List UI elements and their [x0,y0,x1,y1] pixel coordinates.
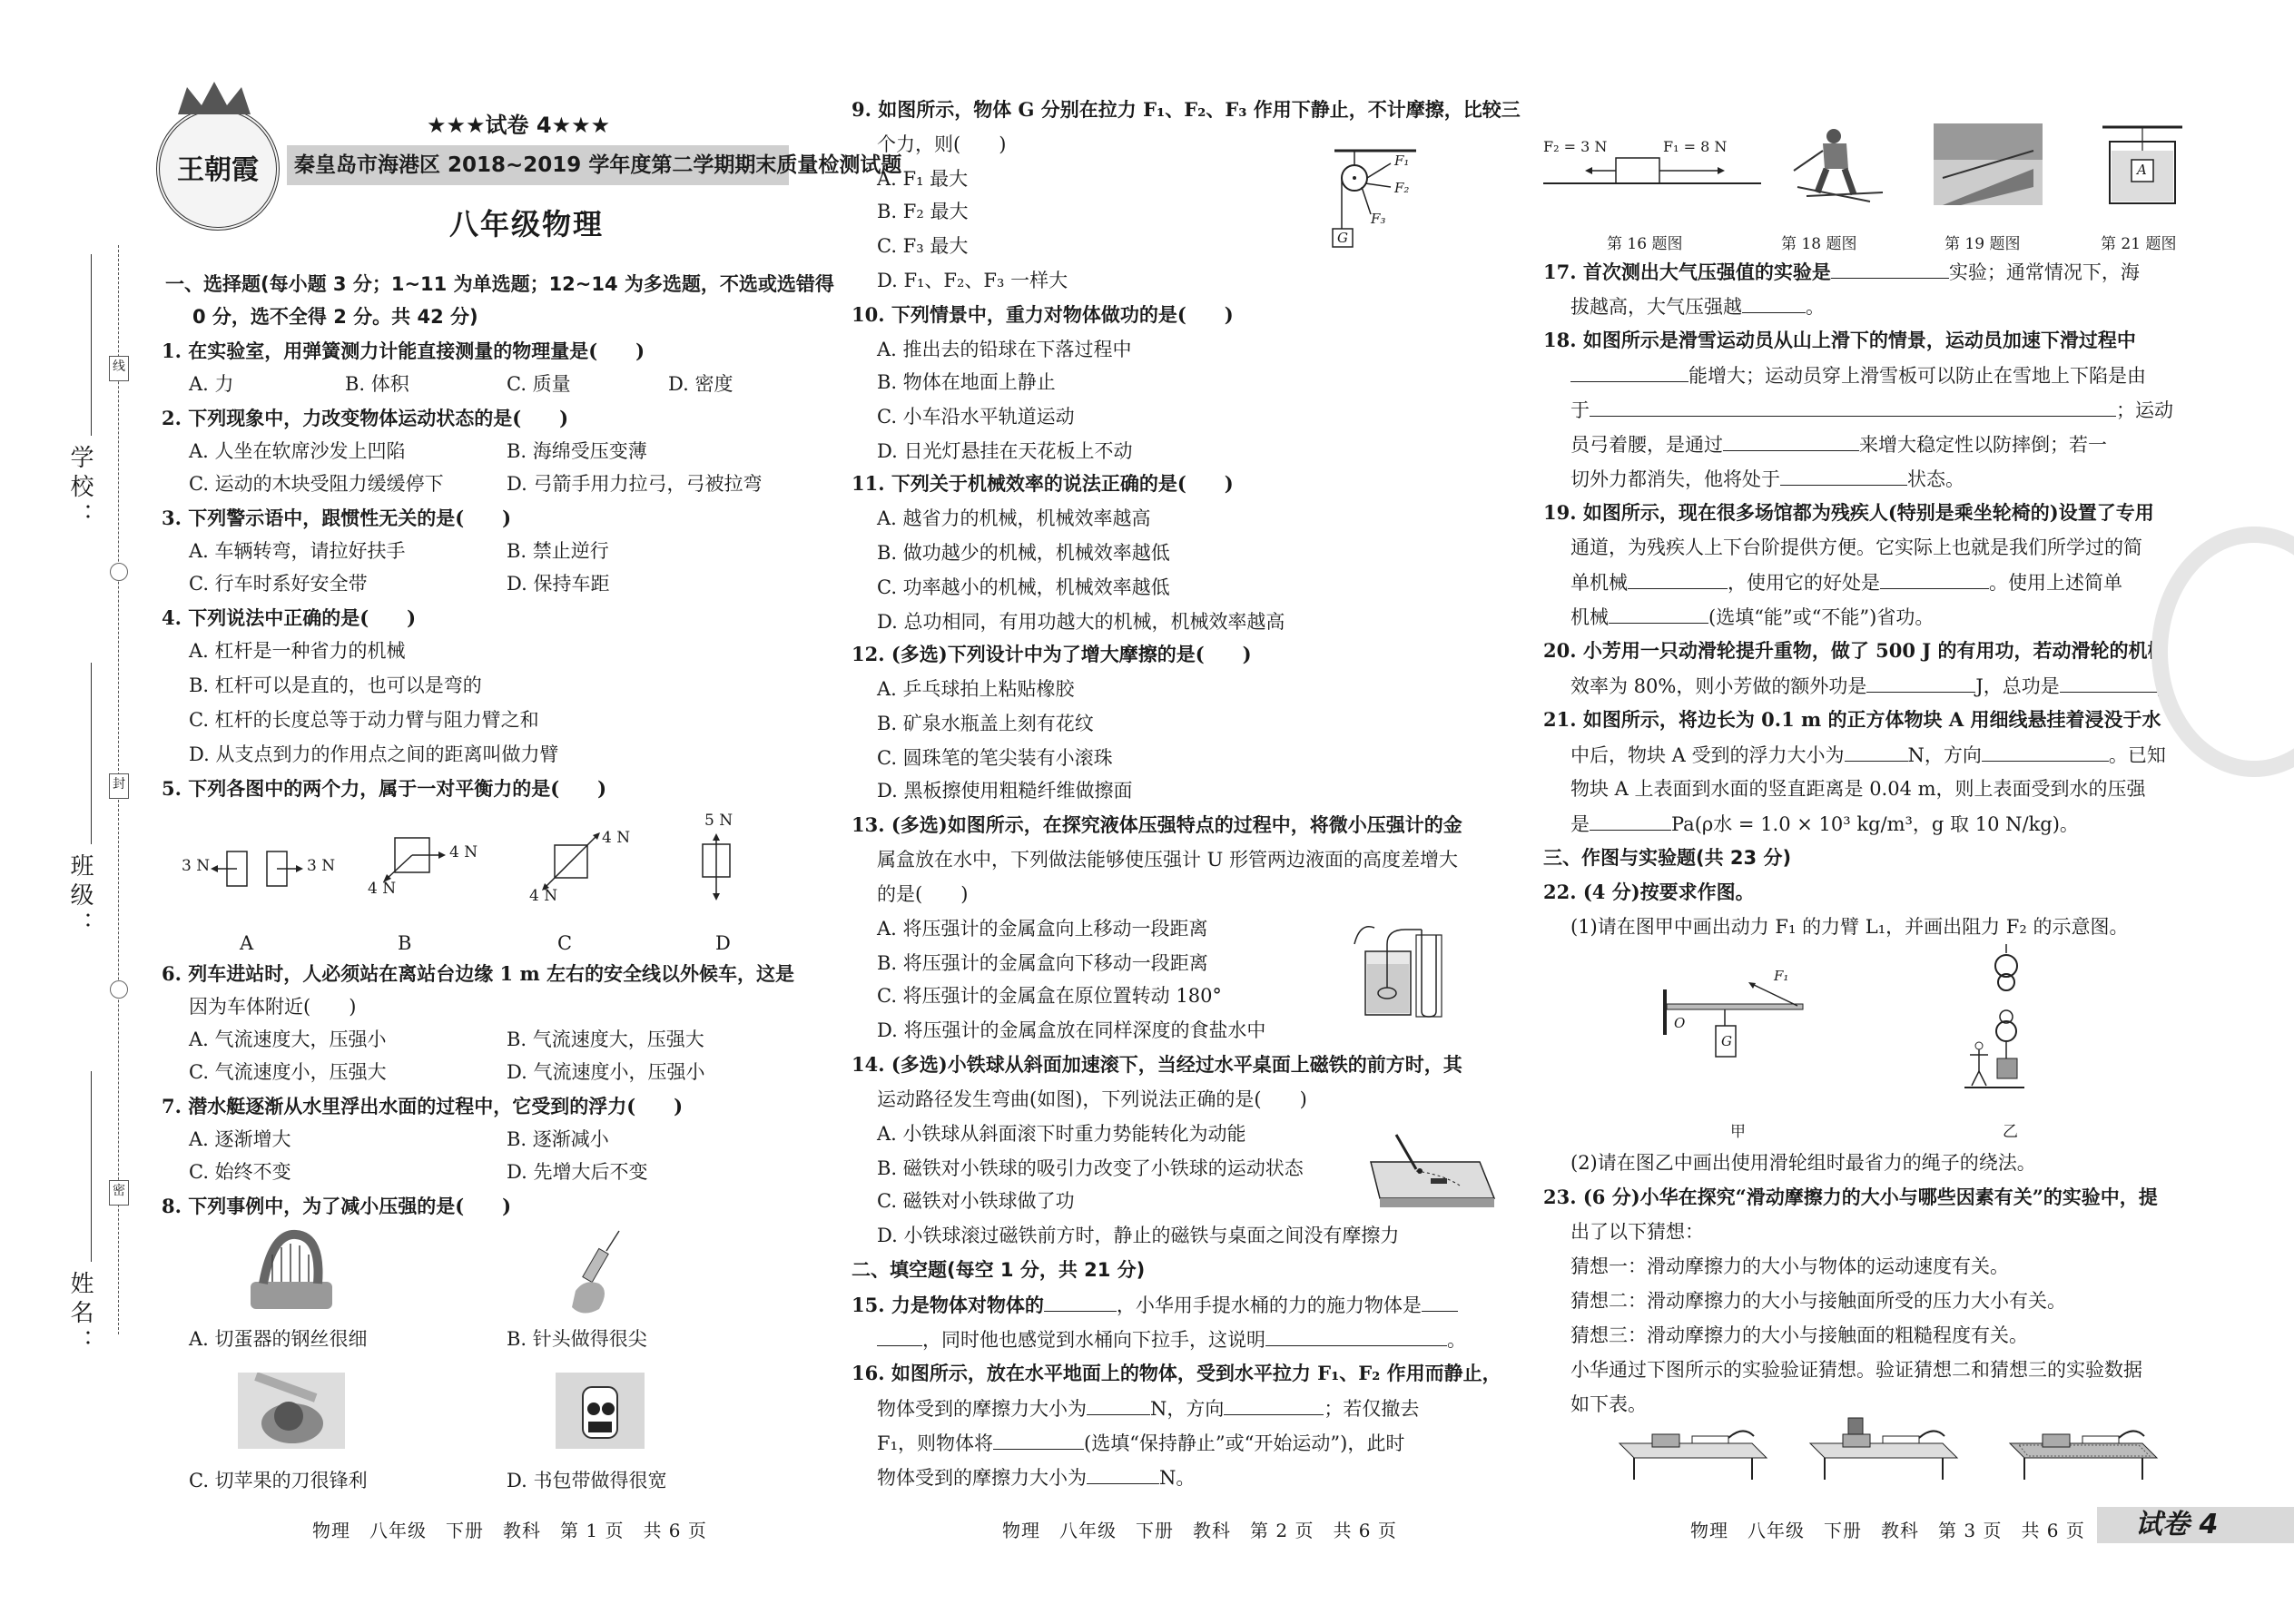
q5-c-force-label: 4 N [602,829,631,847]
q1-stem: 1. 在实验室，用弹簧测力计能直接测量的物理量是( ) [162,340,645,362]
q19-blank-3[interactable] [1609,603,1708,624]
q11-option-c[interactable]: C. 功率越小的机械，机械效率越低 [877,576,1170,598]
section2-heading: 二、填空题(每空 1 分，共 21 分) [852,1259,1146,1281]
class-label: 班级： [66,853,94,940]
q17-blank-2[interactable] [1742,292,1806,313]
q8-option-d[interactable]: D. 书包带做得很宽 [507,1470,667,1491]
q20-blank-2[interactable] [2060,672,2160,693]
q14-magnet-table-diagram [1362,1126,1498,1216]
q4-option-c[interactable]: C. 杠杆的长度总等于动力臂与阻力臂之和 [189,709,539,731]
q20-line-2: 效率为 80%，则小芳做的额外功是 J，总功是 J。 [1570,672,2186,700]
q19-stem: 19. 如图所示，现在很多场馆都为残疾人(特别是乘坐轮椅的)设置了专用 [1543,501,2154,524]
fig19-caption: 第 19 题图 [1944,235,2021,253]
q6-option-c[interactable]: C. 气流速度小，压强大 [189,1061,387,1083]
q13-option-a[interactable]: A. 将压强计的金属盒向上移动一段距离 [877,918,1208,940]
q22-o-label: O [1674,1015,1686,1031]
q3-option-c[interactable]: C. 行车时系好安全带 [189,573,368,595]
q9-option-d[interactable]: D. F₁、F₂、F₃ 一样大 [877,270,1068,291]
q12-option-b[interactable]: B. 矿泉水瓶盖上刻有花纹 [877,713,1094,734]
q9-option-b[interactable]: B. F₂ 最大 [877,201,969,222]
q14-option-d[interactable]: D. 小铁球滚过磁铁前方时，静止的磁铁与桌面之间没有摩擦力 [877,1225,1400,1246]
footer-page-1: 物理 八年级 下册 教科 第 1 页 共 6 页 [312,1520,707,1541]
syringe-image [563,1227,635,1318]
q1-option-c[interactable]: C. 质量 [507,373,571,395]
q22-stem: 22. (4 分)按要求作图。 [1543,881,1755,903]
q23-stem: 23. (6 分)小华在探究“滑动摩擦力的大小与哪些因素有关”的实验中，提 [1543,1186,2158,1208]
q14-option-c[interactable]: C. 磁铁对小铁球做了功 [877,1190,1075,1212]
q5-a-force-label: 3 N [182,857,211,875]
fig21-beaker-diagram [2097,123,2188,205]
fig21-caption: 第 21 题图 [2101,235,2177,253]
q23-experiment-1 [1616,1416,1770,1480]
q9-option-a[interactable]: A. F₁ 最大 [877,168,969,190]
q10-option-b[interactable]: B. 物体在地面上静止 [877,371,1056,393]
q12-stem: 12. (多选)下列设计中为了增大摩擦的是( ) [852,643,1252,665]
q2-option-a[interactable]: A. 人坐在软席沙发上凹陷 [189,440,406,462]
q5-label-a[interactable]: A [240,932,254,954]
q9-f3-label: F₃ [1371,211,1386,227]
q5-d-force-label: 5 N [704,812,733,830]
q5-stem: 5. 下列各图中的两个力，属于一对平衡力的是( ) [162,777,607,800]
q22-f1-label: F₁ [1774,968,1789,984]
q1-option-b[interactable]: B. 体积 [345,373,409,395]
q10-option-d[interactable]: D. 日光灯悬挂在天花板上不动 [877,440,1133,462]
q8-option-b[interactable]: B. 针头做得很尖 [507,1328,647,1350]
q15-line-2: ，同时他也感觉到水桶向下拉手，这说明 。 [877,1325,1466,1353]
q8-option-a[interactable]: A. 切蛋器的钢丝很细 [189,1328,368,1350]
egg-slicer-image [245,1227,345,1318]
q21-line-3: 物块 A 上表面到水面的竖直距离是 0.04 m，则上表面受到水的压强 [1570,778,2146,800]
q16-line-3: F₁，则物体将 (选填“保持静止”或“开始运动”)，此时 [877,1429,1404,1457]
q10-option-c[interactable]: C. 小车沿水平轨道运动 [877,406,1075,428]
q18-blank-1[interactable] [1570,361,1689,382]
q21-blank-3[interactable] [1590,810,1671,831]
school-field[interactable] [91,254,92,436]
q12-option-d[interactable]: D. 黑板擦使用粗糙纤维做擦面 [877,780,1133,802]
binding-hole [110,563,128,581]
q9-f1-label: F₁ [1394,153,1410,169]
q3-stem: 3. 下列警示语中，跟惯性无关的是( ) [162,507,512,529]
q21-blank-2[interactable] [1982,741,2109,762]
q6-option-b[interactable]: B. 气流速度大，压强大 [507,1029,704,1050]
q9-pulley-diagram [1325,145,1425,254]
backpack-image [556,1373,645,1449]
q18-blank-3[interactable] [1723,430,1859,451]
logo-text: 王朝霞 [177,154,259,186]
q22-yi-caption: 乙 [2003,1123,2018,1141]
q8-option-c[interactable]: C. 切苹果的刀很锋利 [189,1470,368,1491]
q15-line-1: 15. 力是物体对物体的 ，小华用手提水桶的力的施力物体是 [852,1291,1458,1319]
apple-knife-image [238,1373,345,1449]
q13-option-b[interactable]: B. 将压强计的金属盒向下移动一段距离 [877,952,1208,974]
q18-line-2: 能增大；运动员穿上滑雪板可以防止在雪地上下陷是由 [1570,361,2146,389]
q3-option-b[interactable]: B. 禁止逆行 [507,540,609,562]
q5-label-d[interactable]: D [715,932,731,954]
q21-blank-1[interactable] [1845,741,1908,762]
section3-heading: 三、作图与实验题(共 23 分) [1543,847,1792,869]
q22-pulley-block-diagram [1961,940,2052,1095]
name-label: 姓名： [66,1271,94,1358]
q13-stem-2: 属盒放在水中，下列做法能够使压强计 U 形管两边液面的高度差增大 [877,849,1459,871]
q1-option-d[interactable]: D. 密度 [668,373,733,395]
q16-blank-4[interactable] [1087,1463,1159,1484]
q23-experiment-3 [2006,1416,2161,1480]
q2-option-c[interactable]: C. 运动的木块受阻力缓缓停下 [189,473,444,495]
section1-heading-2: 0 分，选不全得 2 分。共 42 分) [192,306,478,328]
q21-line-2: 中后，物块 A 受到的浮力大小为 N，方向 。已知 [1570,741,2166,769]
q9-stem-2: 个力，则( ) [877,133,1007,155]
q22-part-2: (2)请在图乙中画出使用滑轮组时最省力的绳子的绕法。 [1570,1152,2036,1174]
q17-line-1: 17. 首次测出大气压强值的实验是 实验；通常情况下，海 [1543,258,2140,286]
binding-hole [110,980,128,999]
q13-stem: 13. (多选)如图所示，在探究液体压强特点的过程中，将微小压强计的金 [852,813,1462,836]
q5-diagram-c [522,822,640,908]
q16-blank-3[interactable] [993,1429,1084,1450]
q16-line-4: 物体受到的摩擦力大小为 N。 [877,1463,1195,1491]
q22-lever-diagram [1661,962,1825,1080]
fig18-skier-image [1770,123,1897,205]
subject-title: 八年级物理 [449,207,605,241]
q11-option-b[interactable]: B. 做功越少的机械，机械效率越低 [877,542,1170,564]
q19-blank-1[interactable] [1628,568,1728,589]
q18-line-4: 员弓着腰，是通过 来增大稳定性以防摔倒；若一 [1570,430,2107,458]
seal-char-1: 线 [109,356,129,381]
fig16-f2-label: F₂ = 3 N [1543,138,1608,155]
q1-option-a[interactable]: A. 力 [189,373,234,395]
q23-hypothesis-1: 猜想一：滑动摩擦力的大小与物体的运动速度有关。 [1570,1255,2009,1277]
q5-diagram-d [690,810,744,910]
q23-line-7: 如下表。 [1570,1393,1647,1415]
q19-line-4: 机械 (选填“能”或“不能”)省功。 [1570,603,1934,631]
q6-stem: 6. 列车进站时，人必须站在离站台边缘 1 m 左右的安全线以外候车，这是 [162,962,794,985]
fig19-ramp-image [1934,123,2043,205]
q21-stem: 21. 如图所示，将边长为 0.1 m 的正方体物块 A 用细线悬挂着浸没于水 [1543,708,2161,731]
q2-option-d[interactable]: D. 弓箭手用力拉弓，弓被拉弯 [507,473,763,495]
q4-option-b[interactable]: B. 杠杆可以是直的，也可以是弯的 [189,674,482,696]
school-label: 学校： [66,445,94,532]
q7-option-b[interactable]: B. 逐渐减小 [507,1128,609,1150]
footer-tag: 试卷 4 [2135,1509,2219,1540]
class-field[interactable] [91,663,92,844]
q16-blank-2[interactable] [1224,1394,1324,1415]
seal-char-2: 封 [109,773,129,799]
q16-blank-1[interactable] [1087,1394,1150,1415]
q16-stem: 16. 如图所示，放在水平地面上的物体，受到水平拉力 F₁、F₂ 作用而静止， [852,1362,1501,1384]
q4-stem: 4. 下列说法中正确的是( ) [162,606,417,629]
q17-blank-1[interactable] [1831,258,1949,279]
q9-g-label: G [1337,230,1348,246]
fig18-caption: 第 18 题图 [1781,235,1857,253]
q9-f2-label: F₂ [1394,180,1410,196]
q5-b-force-label: 4 N [449,843,478,861]
q3-option-d[interactable]: D. 保持车距 [507,573,610,595]
brand-logo [156,107,280,231]
footer-page-3: 物理 八年级 下册 教科 第 3 页 共 6 页 [1690,1520,2085,1541]
q22-part-1: (1)请在图甲中画出动力 F₁ 的力臂 L₁，并画出阻力 F₂ 的示意图。 [1570,916,2129,938]
fig16-f1-label: F₁ = 8 N [1663,138,1728,155]
q23-hypothesis-2: 猜想二：滑动摩擦力的大小与接触面所受的压力大小有关。 [1570,1290,2066,1312]
fig21-a-label: A [2137,162,2147,178]
q8-stem: 8. 下列事例中，为了减小压强的是( ) [162,1195,512,1217]
q20-blank-1[interactable] [1866,672,1975,693]
exam-badge: ★★★试卷 4★★★ [427,113,611,138]
q2-option-b[interactable]: B. 海绵受压变薄 [507,440,647,462]
q17-line-2: 拔越高，大气压强越 。 [1570,292,1825,320]
q9-stem: 9. 如图所示，物体 G 分别在拉力 F₁、F₂、F₃ 作用下静止，不计摩擦，比较三 [852,98,1521,121]
crown-icon [156,80,272,116]
q4-option-a[interactable]: A. 杠杆是一种省力的机械 [189,640,406,662]
q16-line-2: 物体受到的摩擦力大小为 N，方向 ；若仅撤去 [877,1394,1419,1422]
q23-line-2: 出了以下猜想： [1570,1221,1704,1243]
q6-option-a[interactable]: A. 气流速度大，压强小 [189,1029,387,1050]
exam-title: 秦皇岛市海港区 2018~2019 学年度第二学期期末质量检测试题 [287,145,789,185]
q13-option-d[interactable]: D. 将压强计的金属盒放在同样深度的食盐水中 [877,1019,1266,1041]
q14-option-a[interactable]: A. 小铁球从斜面滚下时重力势能转化为动能 [877,1123,1246,1145]
q22-g-label: G [1721,1033,1732,1049]
q7-option-c[interactable]: C. 始终不变 [189,1161,291,1183]
q11-stem: 11. 下列关于机械效率的说法正确的是( ) [852,472,1234,495]
q6-stem-2: 因为车体附近( ) [189,996,357,1018]
q5-label-c[interactable]: C [557,932,573,954]
q18-stem: 18. 如图所示是滑雪运动员从山上滑下的情景，运动员加速下滑过程中 [1543,329,2136,351]
binding-margin [0,0,154,1624]
watermark-stamp-icon [2151,527,2294,777]
q4-option-d[interactable]: D. 从支点到力的作用点之间的距离叫做力臂 [189,743,559,765]
section1-heading: 一、选择题(每小题 3 分；1~11 为单选题；12~14 为多选题，不选或选错得 [165,273,834,295]
q12-option-c[interactable]: C. 圆珠笔的笔尖装有小滚珠 [877,747,1113,769]
q6-option-d[interactable]: D. 气流速度小，压强小 [507,1061,705,1083]
q21-line-4: 是 Pa(ρ水 = 1.0 × 10³ kg/m³，g 取 10 N/kg)。 [1570,810,2079,838]
q10-option-a[interactable]: A. 推出去的铅球在下落过程中 [877,339,1132,360]
q7-option-d[interactable]: D. 先增大后不变 [507,1161,648,1183]
q5-diagram-b [368,822,486,903]
q2-stem: 2. 下列现象中，力改变物体运动状态的是( ) [162,407,569,429]
q23-experiment-2 [1807,1407,1961,1480]
q15-blank-3[interactable] [1265,1325,1447,1346]
fig16-forces-diagram [1543,136,1761,191]
q11-option-a[interactable]: A. 越省力的机械，机械效率越高 [877,507,1151,529]
q18-blank-4[interactable] [1780,465,1907,486]
q7-option-a[interactable]: A. 逐渐增大 [189,1128,291,1150]
q10-stem: 10. 下列情景中，重力对物体做功的是( ) [852,303,1234,326]
q5-a-force-label-2: 3 N [307,857,336,875]
q18-line-3: 于 ；运动 [1570,396,2173,424]
q13-option-c[interactable]: C. 将压强计的金属盒在原位置转动 180° [877,985,1222,1007]
q23-line-6: 小华通过下图所示的实验验证猜想。验证猜想二和猜想三的实验数据 [1570,1359,2142,1381]
q14-option-b[interactable]: B. 磁铁对小铁球的吸引力改变了小铁球的运动状态 [877,1157,1304,1179]
q12-option-a[interactable]: A. 乒乓球拍上粘贴橡胶 [877,678,1075,700]
name-field[interactable] [91,1071,92,1262]
q19-line-2: 通道，为残疾人上下台阶提供方便。它实际上也就是我们所学过的简 [1570,536,2142,558]
q14-stem-2: 运动路径发生弯曲(如图)，下列说法正确的是( ) [877,1088,1307,1110]
q15-blank-1[interactable] [1044,1291,1117,1312]
q13-stem-3: 的是( ) [877,883,969,905]
q23-hypothesis-3: 猜想三：滑动摩擦力的大小与接触面的粗糙程度有关。 [1570,1324,2028,1346]
q9-option-c[interactable]: C. F₃ 最大 [877,235,969,257]
q7-stem: 7. 潜水艇逐渐从水里浮出水面的过程中，它受到的浮力( ) [162,1095,684,1117]
fig16-caption: 第 16 题图 [1607,235,1683,253]
q13-pressure-gauge-diagram [1353,917,1452,1026]
q14-stem: 14. (多选)小铁球从斜面加速滚下，当经过水平桌面上磁铁的前方时，其 [852,1053,1462,1076]
q5-label-b[interactable]: B [398,932,412,954]
q22-jia-caption: 甲 [1730,1123,1746,1141]
q20-stem: 20. 小芳用一只动滑轮提升重物，做了 500 J 的有用功，若动滑轮的机械 [1543,639,2167,662]
q3-option-a[interactable]: A. 车辆转弯，请拉好扶手 [189,540,406,562]
footer-page-2: 物理 八年级 下册 教科 第 2 页 共 6 页 [1002,1520,1397,1541]
q11-option-d[interactable]: D. 总功相同，有用功越大的机械，机械效率越高 [877,611,1285,633]
q5-b-force-label-2: 4 N [368,880,397,898]
q15-blank-2b[interactable] [877,1325,922,1346]
q5-diagram-a [182,835,336,899]
q5-c-force-label-2: 4 N [529,887,558,905]
q18-line-5: 切外力都消失，他将处于 状态。 [1570,465,1964,493]
seal-char-3: 密 [109,1180,129,1206]
q18-blank-2[interactable] [1590,396,2116,417]
q15-blank-2[interactable] [1422,1291,1458,1312]
q19-blank-2[interactable] [1880,568,1989,589]
q19-line-3: 单机械 ，使用它的好处是 。使用上述简单 [1570,568,2122,596]
